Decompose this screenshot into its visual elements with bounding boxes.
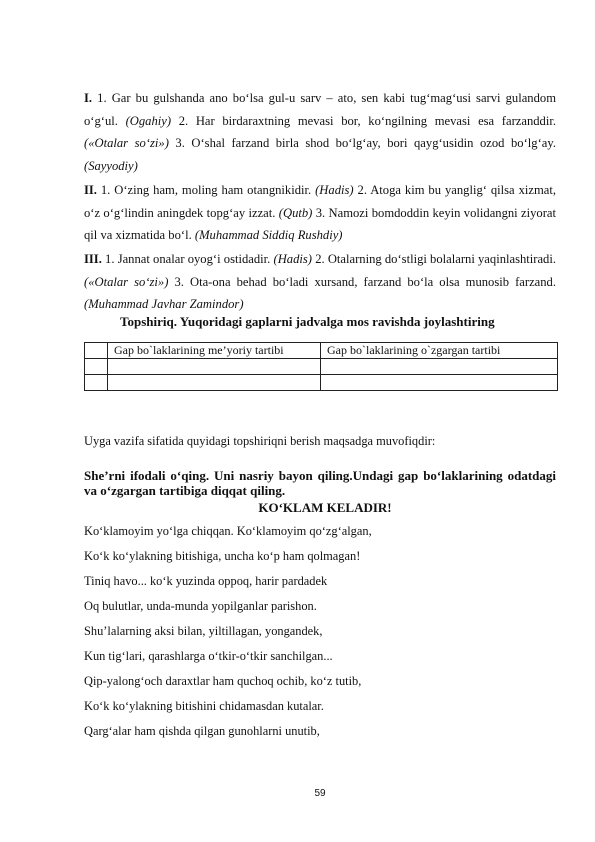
table-header-cell: Gap bo`laklarining me’yoriy tartibi	[108, 343, 321, 359]
paragraph-2	[84, 179, 556, 247]
poem-line: Qip-yalong‘och daraxtlar ham quchoq ochib, ko‘z tutib,	[84, 674, 362, 688]
quote-source: (Muhammad Javhar Zamindor)	[84, 297, 244, 312]
table-cell	[321, 359, 558, 375]
quote-source: (Qutb)	[278, 205, 313, 220]
table-cell	[108, 359, 321, 375]
quote-text: 1. O‘zing ham, moling ham otangnikidir.	[96, 183, 316, 197]
instruction-paragraph: She’rni ifodali o‘qing. Uni nasriy bayon qiling.Undagi gap bo‘laklarining odatdagi va o‘zgargan tartibiga diqqat qiling.	[84, 468, 556, 498]
paragraph-number: I.	[84, 91, 93, 105]
paragraph-1	[84, 87, 556, 177]
poem-line: Oq bulutlar, unda-munda yopilganlar parishon.	[84, 599, 317, 613]
page-number: 59	[314, 788, 326, 799]
quote-text: 3. Namozi bomdoddin keyin volidangni ziyorat qil va xizmatida bo‘l.	[84, 205, 556, 243]
sentence-order-table	[84, 342, 558, 391]
quote-source: («Otalar so‘zi»)	[84, 274, 169, 289]
quote-source: (Ogahiy)	[125, 113, 172, 128]
quote-text: 2. Otalarning do‘stligi bolalarni yaqinlashtiradi.	[312, 252, 556, 266]
poem-line: Shu’lalarning aksi bilan, yiltillagan, yongandek,	[84, 624, 323, 638]
table-header-cell	[85, 343, 108, 359]
table-cell	[85, 359, 108, 375]
quote-text: 3. O‘shal farzand birla shod bo‘lg‘ay, bori qayg‘usidin ozod bo‘lg‘ay.	[168, 136, 556, 151]
table-row	[85, 375, 558, 391]
quote-text: 1. Jannat onalar oyog‘i ostidadir.	[101, 252, 274, 266]
poem-line: Tiniq havo... ko‘k yuzinda oppoq, harir pardadek	[84, 574, 328, 588]
quote-text: 1. Gar bu gulshanda ano bo‘lsa gul-u sarv – ato, sen kabi tug‘mag‘usi sarvi gulandom o‘g‘ul.	[84, 91, 556, 128]
quote-source: (Sayyodiy)	[84, 158, 138, 173]
poem-line: Ko‘k ko‘ylakning bitishiga, uncha ko‘p ham qolmagan!	[84, 549, 361, 563]
poem-title: KO‘KLAM KELADIR!	[258, 500, 392, 515]
table-cell	[108, 375, 321, 391]
poem-line: Ko‘klamoyim yo‘lga chiqqan. Ko‘klamoyim qo‘zg‘algan,	[84, 524, 372, 538]
quote-source: (Hadis)	[273, 252, 312, 266]
quote-text: 3. Ota-ona behad bo‘ladi xursand, farzand bo‘la olsa munosib farzand.	[168, 274, 556, 289]
quote-text: 2. Har birdaraxtning mevasi bor, ko‘ngilning mevasi esa farzanddir.	[171, 113, 556, 128]
table-cell	[85, 375, 108, 391]
table-row	[85, 359, 558, 375]
paragraph-number: III.	[84, 252, 102, 266]
homework-line: Uyga vazifa sifatida quyidagi topshiriqni berish maqsadga muvofiqdir:	[84, 434, 436, 448]
task-heading: Topshiriq. Yuqoridagi gaplarni jadvalga mos ravishda joylashtiring	[120, 314, 495, 329]
quote-text: 2. Atoga kim bu yanglig‘ qilsa xizmat, o‘z o‘g‘lindin aningdek topg‘ay izzat.	[84, 183, 556, 220]
poem-line: Qarg‘alar ham qishda qilgan gunohlarni unutib,	[84, 724, 320, 738]
quote-source: (Hadis)	[315, 183, 354, 197]
paragraph-3	[84, 248, 556, 316]
table-cell	[321, 375, 558, 391]
table-header-row	[85, 343, 558, 359]
paragraph-number: II.	[84, 183, 97, 197]
poem-line: Ko‘k ko‘ylakning bitishini chidamasdan kutalar.	[84, 699, 324, 713]
poem-line: Kun tig‘lari, qarashlarga o‘tkir-o‘tkir sanchilgan...	[84, 649, 333, 663]
table-header-cell: Gap bo`laklarining o`zgargan tartibi	[321, 343, 558, 359]
quote-source: («Otalar so‘zi»)	[84, 136, 169, 151]
quote-source: (Muhammad Siddiq Rushdiy)	[194, 228, 343, 243]
